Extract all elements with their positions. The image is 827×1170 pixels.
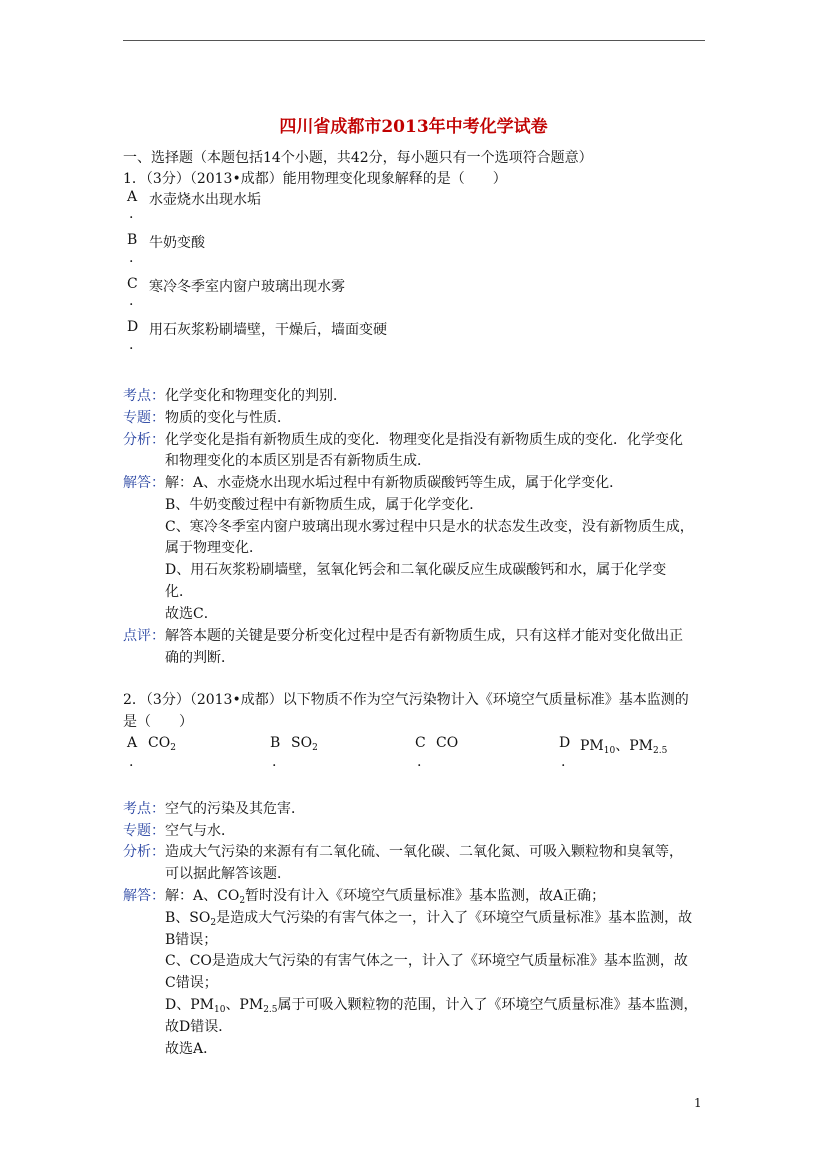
- q1-option-a-dot: .: [129, 206, 134, 222]
- q1-jieda-line5: D、用石灰浆粉刷墙壁，氢氧化钙会和二氧化碳反应生成碳酸钙和水，属于化学变: [165, 562, 667, 578]
- q2-fenxi-label: 分析：: [123, 844, 165, 860]
- q1-jieda-line4: 属于物理变化．: [165, 540, 263, 556]
- q1-kaodian-text: 化学变化和物理变化的判别．: [165, 388, 347, 404]
- q2-jieda-line2: B、$SO_2$是造成大气污染的有害气体之一，计入了《环境空气质量标准》基本监测，故: [165, 910, 693, 928]
- q1-option-d-letter: D: [127, 319, 139, 335]
- q2-option-c-dot: .: [417, 754, 422, 770]
- q2-fenxi-line1: 造成大气污染的来源有有二氧化硫、一氧化碳、二氧化氮、可吸入颗粒物和臭氧等，: [165, 844, 683, 860]
- q2-kaodian-text: 空气的污染及其危害．: [165, 801, 305, 817]
- q2-stem-line1: 2．（3分）（2013•成都）以下物质不作为空气污染物计入《环境空气质量标准》基本监测的: [123, 692, 689, 708]
- q1-jieda-line2: B、牛奶变酸过程中有新物质生成，属于化学变化．: [165, 497, 484, 513]
- q2-jieda-line6: D、$PM_{10}$、$PM_{2.5}$属于可吸入颗粒物的范围，计入了《环境空气质量标准》基本监测，: [165, 997, 698, 1015]
- page-number: 1: [694, 1096, 702, 1110]
- q1-zhuanti-text: 物质的变化与性质．: [165, 410, 291, 426]
- header-rule: [123, 40, 705, 41]
- q1-option-c-letter: C: [127, 276, 138, 292]
- q2-option-a-dot: .: [129, 754, 134, 770]
- q2-jieda-line7: 故D错误．: [165, 1019, 233, 1035]
- q2-zhuanti-text: 空气与水．: [165, 823, 235, 839]
- q1-jieda-line1: 解：A、水壶烧水出现水垢过程中有新物质碳酸钙等生成，属于化学变化．: [165, 475, 624, 491]
- page-title: 四川省成都市2013年中考化学试卷: [279, 117, 548, 137]
- q1-dianping-label: 点评：: [123, 628, 165, 644]
- q2-jieda-line1: 解：A、$CO_2$暂时没有计入《环境空气质量标准》基本监测，故A正确；: [165, 888, 606, 906]
- q2-jieda-line3: B错误；: [165, 932, 218, 948]
- q1-stem: 1．（3分）（2013•成都）能用物理变化现象解释的是（ ）: [123, 171, 507, 187]
- q1-zhuanti-label: 专题：: [123, 410, 165, 426]
- q2-jieda-line8: 故选A．: [165, 1041, 218, 1057]
- q1-option-b-letter: B: [127, 232, 138, 248]
- q1-jieda-line7: 故选C．: [165, 606, 218, 622]
- q1-fenxi-line1: 化学变化是指有新物质生成的变化．物理变化是指没有新物质生成的变化．化学变化: [165, 432, 683, 448]
- q2-jieda-line5: C错误；: [165, 975, 218, 991]
- q2-jieda-line4: C、CO是造成大气污染的有害气体之一，计入了《环境空气质量标准》基本监测，故: [165, 953, 688, 969]
- q2-option-c-text: CO: [436, 735, 459, 751]
- q2-option-d-letter: D: [559, 735, 571, 751]
- q1-jieda-line6: 化．: [165, 584, 193, 600]
- q2-kaodian-label: 考点：: [123, 801, 165, 817]
- q1-fenxi-label: 分析：: [123, 432, 165, 448]
- q1-dianping-line2: 确的判断．: [165, 650, 235, 666]
- q1-option-d-dot: .: [129, 337, 134, 353]
- q1-option-b-text: 牛奶变酸: [149, 235, 205, 251]
- q1-option-a-text: 水壶烧水出现水垢: [149, 192, 261, 208]
- q2-stem-line2: 是（ ）: [123, 714, 193, 730]
- section-header: 一、选择题（本题包括14个小题，共42分，每小题只有一个选项符合题意）: [123, 150, 593, 166]
- q2-option-b-text: $SO_2$: [291, 735, 318, 753]
- q1-option-b-dot: .: [129, 250, 134, 266]
- q2-option-a-text: $CO_2$: [148, 735, 176, 753]
- q2-fenxi-line2: 可以据此解答该题．: [165, 866, 291, 882]
- q1-dianping-line1: 解答本题的关键是要分析变化过程中是否有新物质生成，只有这样才能对变化做出正: [165, 628, 683, 644]
- q2-option-b-dot: .: [272, 754, 277, 770]
- q2-option-b-letter: B: [270, 735, 281, 751]
- q2-zhuanti-label: 专题：: [123, 823, 165, 839]
- q2-option-c-letter: C: [415, 735, 426, 751]
- q1-fenxi-line2: 和物理变化的本质区别是否有新物质生成．: [165, 453, 431, 469]
- q1-option-a-letter: A: [127, 189, 138, 205]
- q1-option-c-text: 寒冷冬季室内窗户玻璃出现水雾: [149, 279, 345, 295]
- q2-jieda-label: 解答：: [123, 888, 165, 904]
- q2-option-d-text: $PM_{10}$、$PM_{2.5}$: [580, 738, 668, 756]
- q2-option-d-dot: .: [561, 754, 566, 770]
- q1-jieda-line3: C、寒冷冬季室内窗户玻璃出现水雾过程中只是水的状态发生改变，没有新物质生成，: [165, 519, 694, 535]
- q2-option-a-letter: A: [127, 735, 138, 751]
- q1-jieda-label: 解答：: [123, 475, 165, 491]
- q1-kaodian-label: 考点：: [123, 388, 165, 404]
- q1-option-d-text: 用石灰浆粉刷墙壁，干燥后，墙面变硬: [149, 322, 387, 338]
- q1-option-c-dot: .: [129, 293, 134, 309]
